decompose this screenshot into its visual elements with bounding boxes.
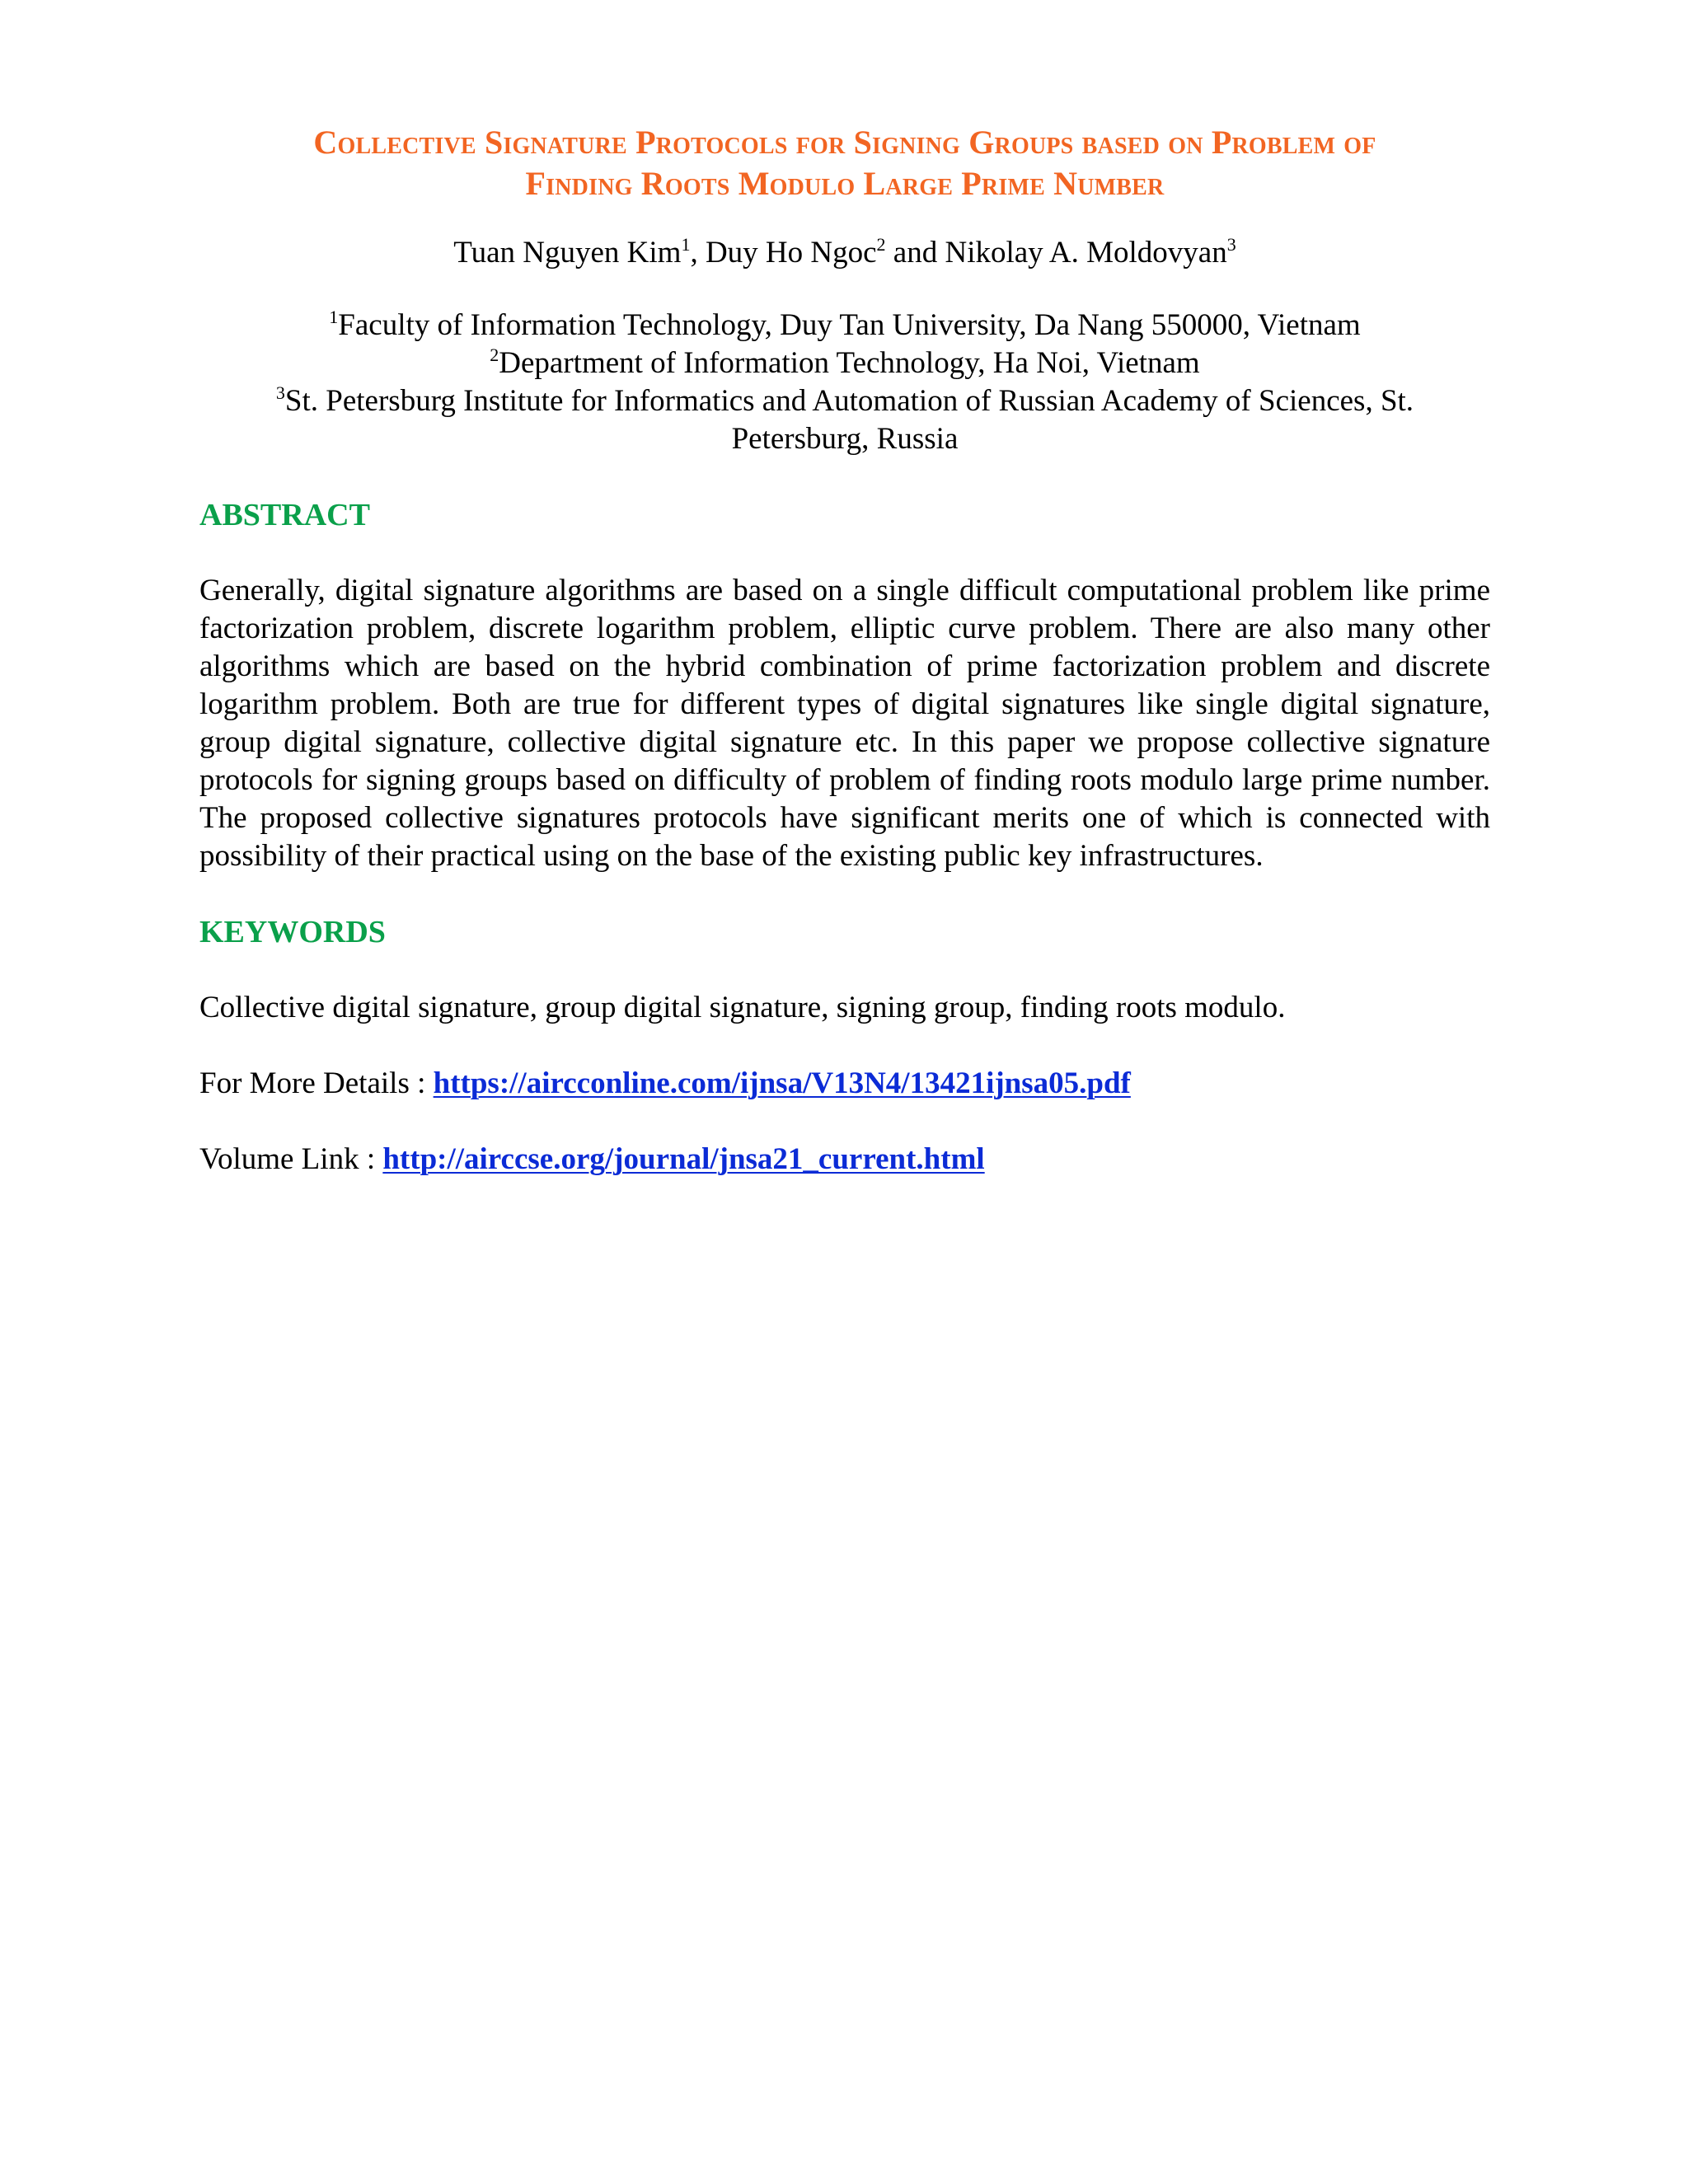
keywords-text: Collective digital signature, group digital signature, signing group, finding roots modulo. [199, 991, 1286, 1024]
volume-link-line [199, 1141, 1490, 1179]
affiliation-item [199, 382, 1490, 458]
more-details-label: For More Details : [199, 1066, 434, 1100]
title-line-1: Collective Signature Protocols for Signing Groups based on Problem of [313, 124, 1376, 161]
affiliation-text: Department of Information Technology, Ha Noi, Vietnam [499, 346, 1200, 380]
volume-link-label: Volume Link : [199, 1142, 383, 1176]
paper-content [199, 122, 1490, 1179]
author-affiliation-mark: 3 [1226, 234, 1236, 255]
affiliation-list [199, 307, 1490, 458]
author-list [199, 234, 1490, 272]
affiliation-text: Faculty of Information Technology, Duy Tan University, Da Nang 550000, Vietnam [338, 308, 1361, 342]
abstract-heading: ABSTRACT [199, 498, 370, 532]
paper-title [199, 122, 1490, 204]
author-affiliation-mark: 2 [876, 234, 886, 255]
more-details-line [199, 1065, 1490, 1103]
title-line-2: Finding Roots Modulo Large Prime Number [525, 165, 1165, 202]
author-affiliation-mark: 1 [681, 234, 691, 255]
keywords-heading: KEYWORDS [199, 915, 386, 949]
author-separator: , [690, 236, 706, 269]
affiliation-item [199, 344, 1490, 382]
more-details-link[interactable]: https://aircconline.com/ijnsa/V13N4/13421ijnsa05.pdf [433, 1066, 1131, 1100]
author-name: Duy Ho Ngoc [705, 236, 877, 269]
author-name: Tuan Nguyen Kim [453, 236, 682, 269]
author-separator: and [885, 236, 945, 269]
affiliation-mark: 2 [490, 344, 499, 365]
abstract-text: Generally, digital signature algorithms are based on a single difficult computational problem like prime factorization problem, discrete logarithm problem, elliptic curve problem. There are also many other algorithms which are based on the hybrid combination of prime factorization problem and discrete logarithm problem. Both are true for different types of digital signatures like single digital signature, group digital signature, collective digital signature etc. In this paper we propose collective signature protocols for signing groups based on difficulty of problem of finding roots modulo large prime number. The proposed collective signatures protocols have significant merits one of which is connected with possibility of their practical using on the base of the existing public key infrastructures. [199, 574, 1490, 873]
volume-link[interactable]: http://airccse.org/journal/jnsa21_current.html [382, 1142, 985, 1176]
affiliation-mark: 1 [329, 307, 339, 327]
affiliation-text: St. Petersburg Institute for Informatics and Automation of Russian Academy of Sciences, St. Petersburg, Russia [284, 384, 1414, 456]
affiliation-item [199, 307, 1490, 344]
affiliation-mark: 3 [275, 382, 285, 403]
author-name: Nikolay A. Moldovyan [945, 236, 1227, 269]
